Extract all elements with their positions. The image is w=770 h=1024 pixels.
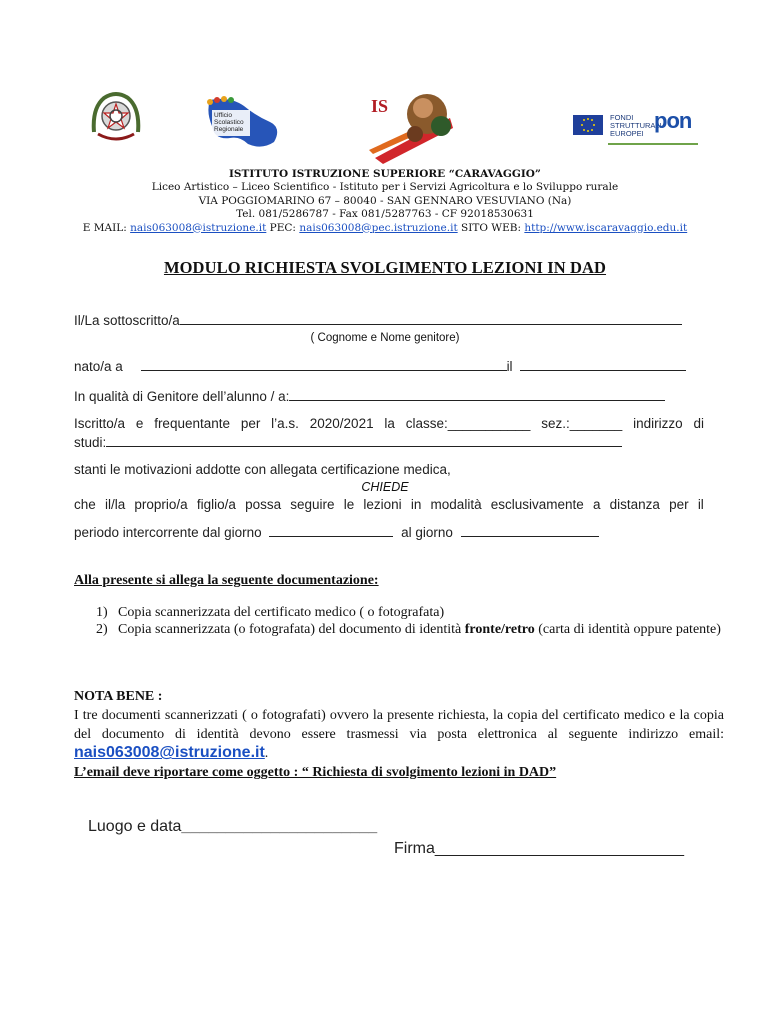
nato-row <box>74 358 686 374</box>
sottoscritto-field[interactable] <box>180 312 682 325</box>
luogo-label: Luogo e data <box>88 818 182 835</box>
nota-bene-section <box>74 688 724 783</box>
institute-address: VIA POGGIOMARINO 67 – 80040 - SAN GENNARO VESUVIANO (Na) <box>198 194 572 207</box>
iscritto-word: per <box>240 416 261 431</box>
pec-label: PEC: <box>266 221 300 234</box>
qualita-label: In qualità di Genitore dell’alunno / a: <box>74 389 290 404</box>
institute-header <box>0 168 770 235</box>
dal-giorno-field[interactable] <box>269 524 393 537</box>
school-logo-mark: IS <box>371 96 389 116</box>
che-word: possa <box>245 497 282 512</box>
nota-bene-text: I tre documenti scannerizzati ( o fotografati) ovvero la presente richiesta, la copia del certificato medico e la copia del documento di identità devono essere trasmessi via posta elettronica al seguente indirizzo email: nais063008@istruzione.it. <box>74 707 724 762</box>
nato-date-field[interactable] <box>520 358 686 371</box>
che-word: lezioni <box>363 497 402 512</box>
al-giorno-label: al giorno <box>401 525 453 540</box>
il-label: il <box>506 359 513 374</box>
che-word: esclusivamente <box>490 497 584 512</box>
nota-email-link[interactable]: nais063008@istruzione.it <box>74 744 265 762</box>
che-word: figlio/a <box>196 497 236 512</box>
indirizzo-field[interactable] <box>106 434 622 447</box>
institute-phones: Tel. 081/5286787 - Fax 081/5287763 - CF 92018530631 <box>236 208 534 221</box>
institute-contacts <box>0 222 770 235</box>
studi-label: studi: <box>74 435 107 450</box>
sottoscritto-row <box>74 312 682 328</box>
pec-link[interactable]: nais063008@pec.istruzione.it <box>299 221 458 234</box>
documents-list <box>74 604 724 638</box>
che-word: modalità <box>430 497 482 512</box>
eu-flag-icon <box>573 115 603 135</box>
che-row <box>74 497 704 512</box>
che-word: il <box>697 497 704 512</box>
che-word: le <box>343 497 355 512</box>
oggetto-instruction: L’email deve riportare come oggetto : “ Richiesta di svolgimento lezioni in DAD” <box>74 765 557 781</box>
email-label: E MAIL: <box>82 221 131 234</box>
iscritto-word: 2020/2021 <box>309 416 374 431</box>
che-word: proprio/a <box>134 497 188 512</box>
web-label: SITO WEB: <box>457 221 525 234</box>
pon-wordmark: pon <box>654 108 692 133</box>
iscritto-word: sez.:_______ <box>541 416 623 431</box>
document-item: 1) Copia scannerizzata del certificato medico ( o fotografata) <box>96 605 445 620</box>
iscritto-word: l’a.s. <box>271 416 299 431</box>
luogo-field[interactable]: ______________________ <box>181 818 378 835</box>
cognome-note: ( Cognome e Nome genitore) <box>310 332 460 344</box>
periodo-row <box>74 524 599 540</box>
nota-bene-heading: NOTA BENE : <box>74 689 163 704</box>
email-link[interactable]: nais063008@istruzione.it <box>130 221 267 234</box>
iscritto-word: e <box>135 416 144 431</box>
qualita-row <box>74 388 665 404</box>
che-word: in <box>410 497 422 512</box>
nato-place-field[interactable] <box>141 358 507 371</box>
nato-label: nato/a a <box>74 359 123 374</box>
al-giorno-field[interactable] <box>461 524 599 537</box>
iscritto-word: di <box>693 416 704 431</box>
logo-bar <box>0 80 770 160</box>
document-item: 2) Copia scannerizzata (o fotografata) del documento di identità fronte/retro (carta di identità oppure patente) <box>96 622 721 637</box>
italian-republic-emblem <box>88 88 144 148</box>
usr-campania-logo <box>200 92 290 152</box>
firma-field[interactable]: ____________________________ <box>434 840 685 857</box>
che-word: che <box>74 497 96 512</box>
iscritto-word: classe:___________ <box>405 416 531 431</box>
institute-name: ISTITUTO ISTRUZIONE SUPERIORE “CARAVAGGIO” <box>229 168 541 180</box>
iscritto-word: frequentante <box>154 416 230 431</box>
iscritto-word: indirizzo <box>633 416 683 431</box>
iscritto-row <box>74 416 704 431</box>
eu-pon-logo <box>568 108 704 146</box>
che-word: il/la <box>104 497 126 512</box>
iscritto-word: la <box>384 416 395 431</box>
eu-fondi-text: FONDI STRUTTURALI EUROPEI <box>610 113 662 138</box>
institute-courses: Liceo Artistico – Liceo Scientifico - Istituto per i Servizi Agricoltura e lo Sviluppo rurale <box>151 181 619 194</box>
firma-label: Firma <box>394 840 435 857</box>
usr-logo-text: Ufficio Scolastico Regionale <box>214 112 244 133</box>
form-title: MODULO RICHIESTA SVOLGIMENTO LEZIONI IN DAD <box>163 258 607 277</box>
chiede-heading: CHIEDE <box>361 480 409 494</box>
alunno-field[interactable] <box>289 388 665 401</box>
che-word: a <box>592 497 601 512</box>
che-word: seguire <box>290 497 335 512</box>
website-link[interactable]: http://www.iscaravaggio.edu.it <box>524 221 688 234</box>
iscritto-word: Iscritto/a <box>74 416 126 431</box>
caravaggio-school-logo <box>355 88 465 168</box>
periodo-label: periodo intercorrente dal giorno <box>74 525 262 540</box>
luogo-data-row <box>88 818 377 836</box>
che-word: distanza <box>609 497 660 512</box>
sottoscritto-label: Il/La sottoscritto/a <box>74 313 180 328</box>
che-word: per <box>669 497 689 512</box>
stanti-text: stanti le motivazioni addotte con allegata certificazione medica, <box>74 462 451 477</box>
studi-row <box>74 434 622 450</box>
firma-row <box>394 840 684 858</box>
allega-heading: Alla presente si allega la seguente documentazione: <box>74 573 379 588</box>
